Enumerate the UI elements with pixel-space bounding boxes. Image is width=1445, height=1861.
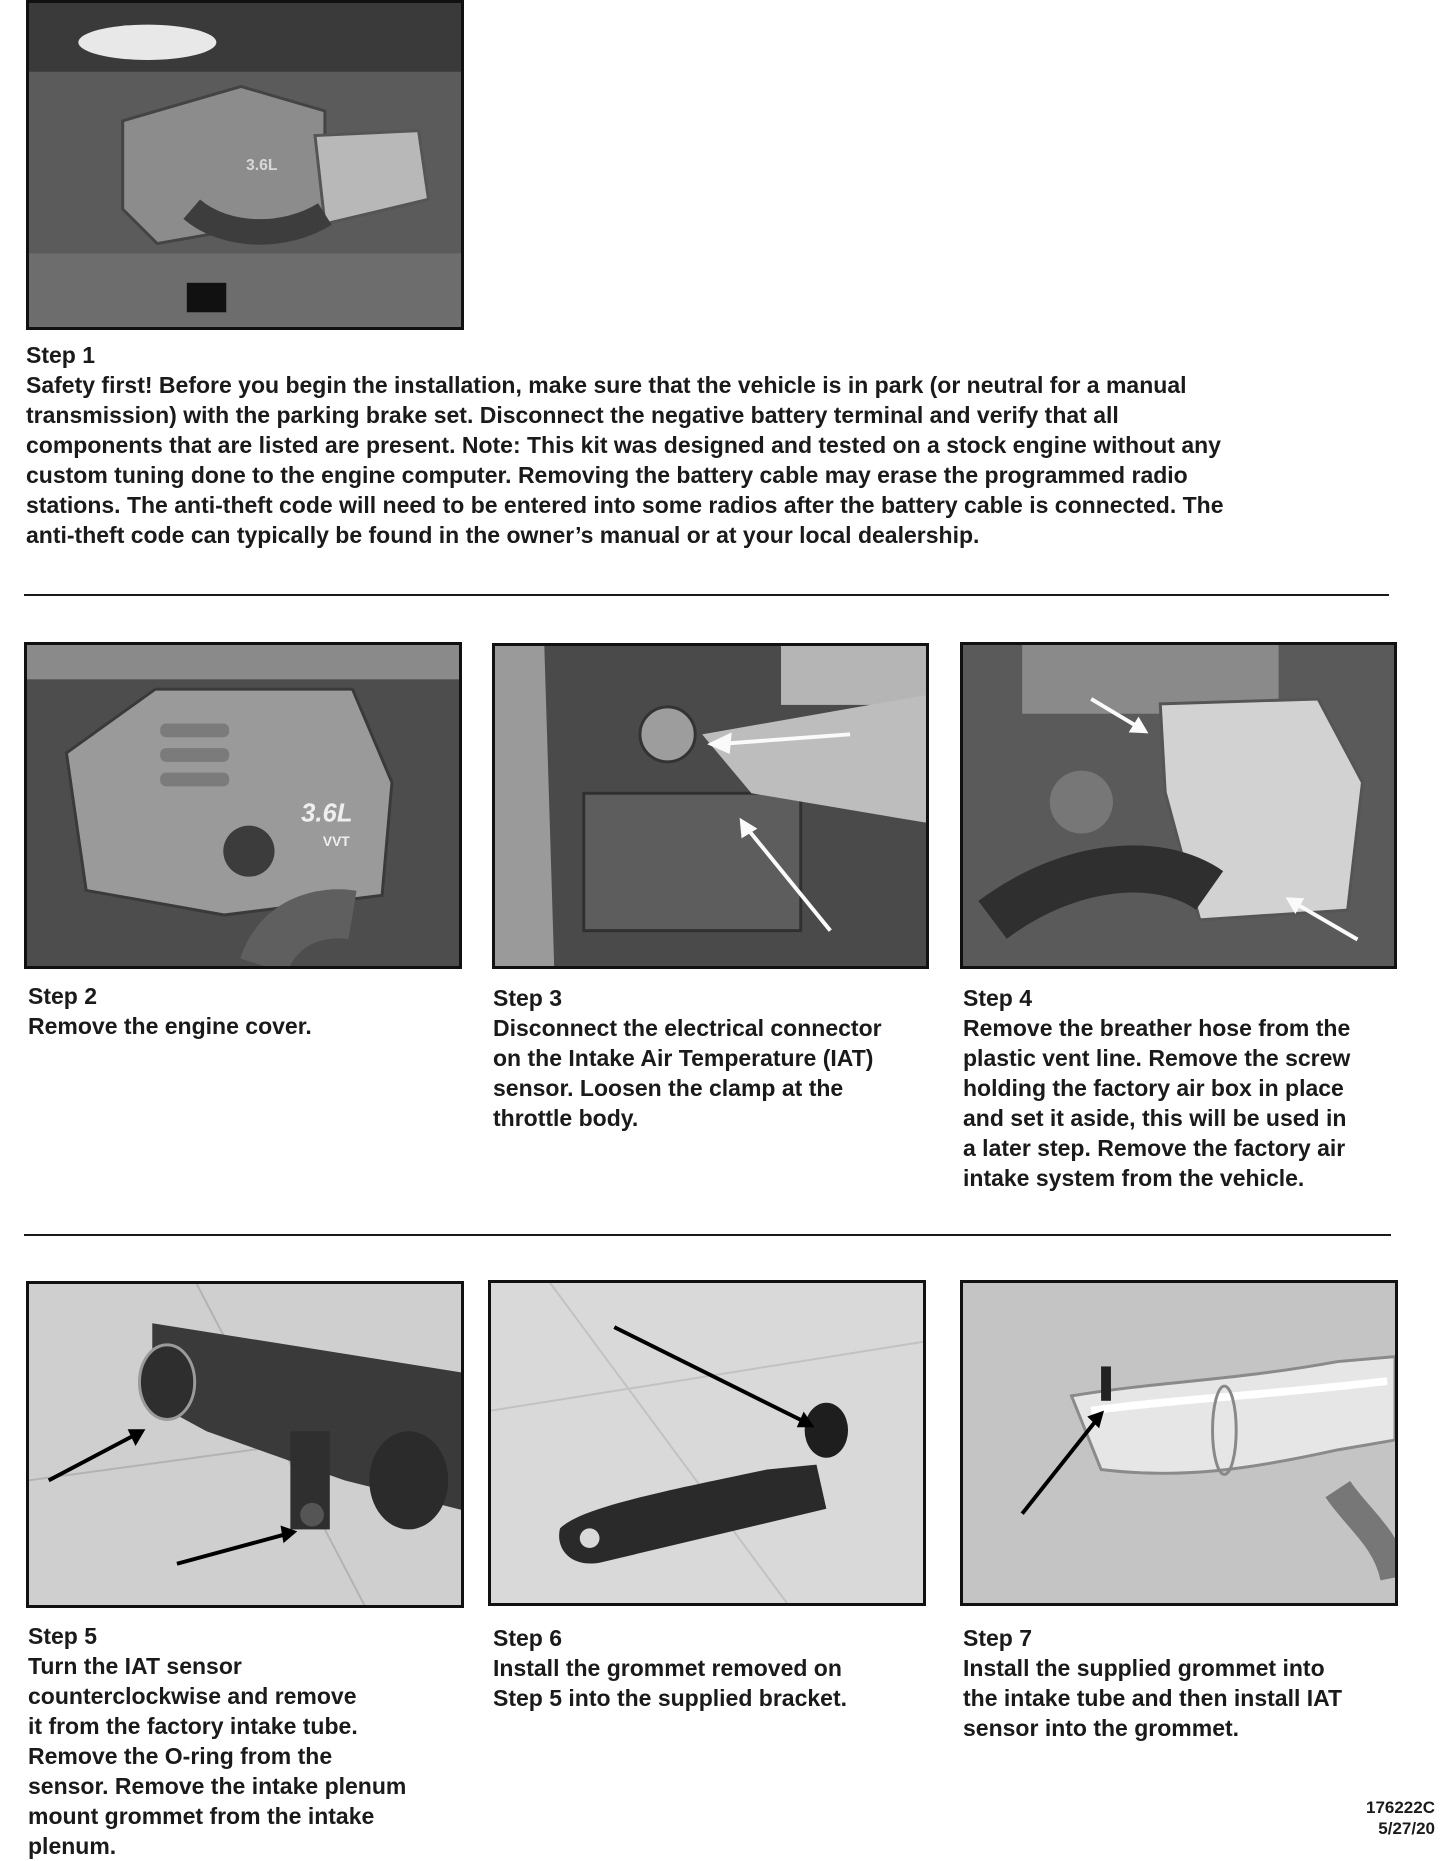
step7-photo [960, 1280, 1398, 1606]
step2-text: Remove the engine cover. [28, 1013, 312, 1039]
divider-1 [24, 594, 1389, 596]
step1-engine-badge: 3.6L [245, 156, 278, 174]
step3-text: Disconnect the electrical connector on the Intake Air Temperature (IAT) sensor. Loosen the clamp at the throttle body. [493, 1015, 882, 1131]
step2-engine-badge-sub: VVT [322, 834, 350, 850]
step7-title: Step 7 [963, 1625, 1033, 1651]
step5-text: Turn the IAT sensor counterclockwise and remove it from the factory intake tube. Remove the O-ring from the sensor. Remove the intake plenum mount grommet from the intake plenum. [28, 1653, 407, 1859]
step6-text: Install the grommet removed on Step 5 into the supplied bracket. [493, 1655, 848, 1711]
step3-photo [492, 643, 929, 969]
step2-title: Step 2 [28, 983, 98, 1009]
document-number [1315, 1797, 1435, 1839]
step4-photo [960, 642, 1397, 969]
step5-photo [26, 1281, 464, 1608]
step5-title: Step 5 [28, 1623, 98, 1649]
divider-2 [24, 1234, 1391, 1236]
step3-title: Step 3 [493, 985, 563, 1011]
step7-text: Install the supplied grommet into the intake tube and then install IAT sensor into the grommet. [963, 1655, 1343, 1741]
step4-text: Remove the breather hose from the plastic vent line. Remove the screw holding the factory air box in place and set it aside, this will be used in a later step. Remove the factory air intake system from the vehicle. [963, 1015, 1351, 1191]
step2-engine-badge: 3.6L [301, 799, 353, 828]
step4-block [963, 983, 1403, 1193]
revision-date: 5/27/20 [1378, 1819, 1435, 1838]
step2-block [28, 981, 468, 1041]
part-number: 176222C [1365, 1798, 1435, 1817]
step2-photo [24, 642, 462, 969]
step7-block [963, 1623, 1403, 1743]
step1-title: Step 1 [26, 342, 96, 368]
step6-title: Step 6 [493, 1625, 563, 1651]
step4-title: Step 4 [963, 985, 1033, 1011]
step6-block [493, 1623, 933, 1713]
step3-block [493, 983, 933, 1133]
step1-text: Safety first! Before you begin the installation, make sure that the vehicle is in park (or neutral for a manual transmission) with the parking brake set. Disconnect the negative battery terminal and verify that all components that are listed are present. Note: This kit was designed and tested on a stock engine without any custom tuning done to the engine computer. Removing the battery cable may erase the programmed radio stations. The anti-theft code will need to be entered into some radios after the battery cable is connected. The anti-theft code can typically be found in the owner’s manual or at your local dealership. [26, 372, 1224, 548]
step6-photo [488, 1280, 926, 1606]
step1-photo [26, 0, 464, 330]
step1-block [26, 340, 1406, 550]
step5-block [28, 1621, 468, 1861]
